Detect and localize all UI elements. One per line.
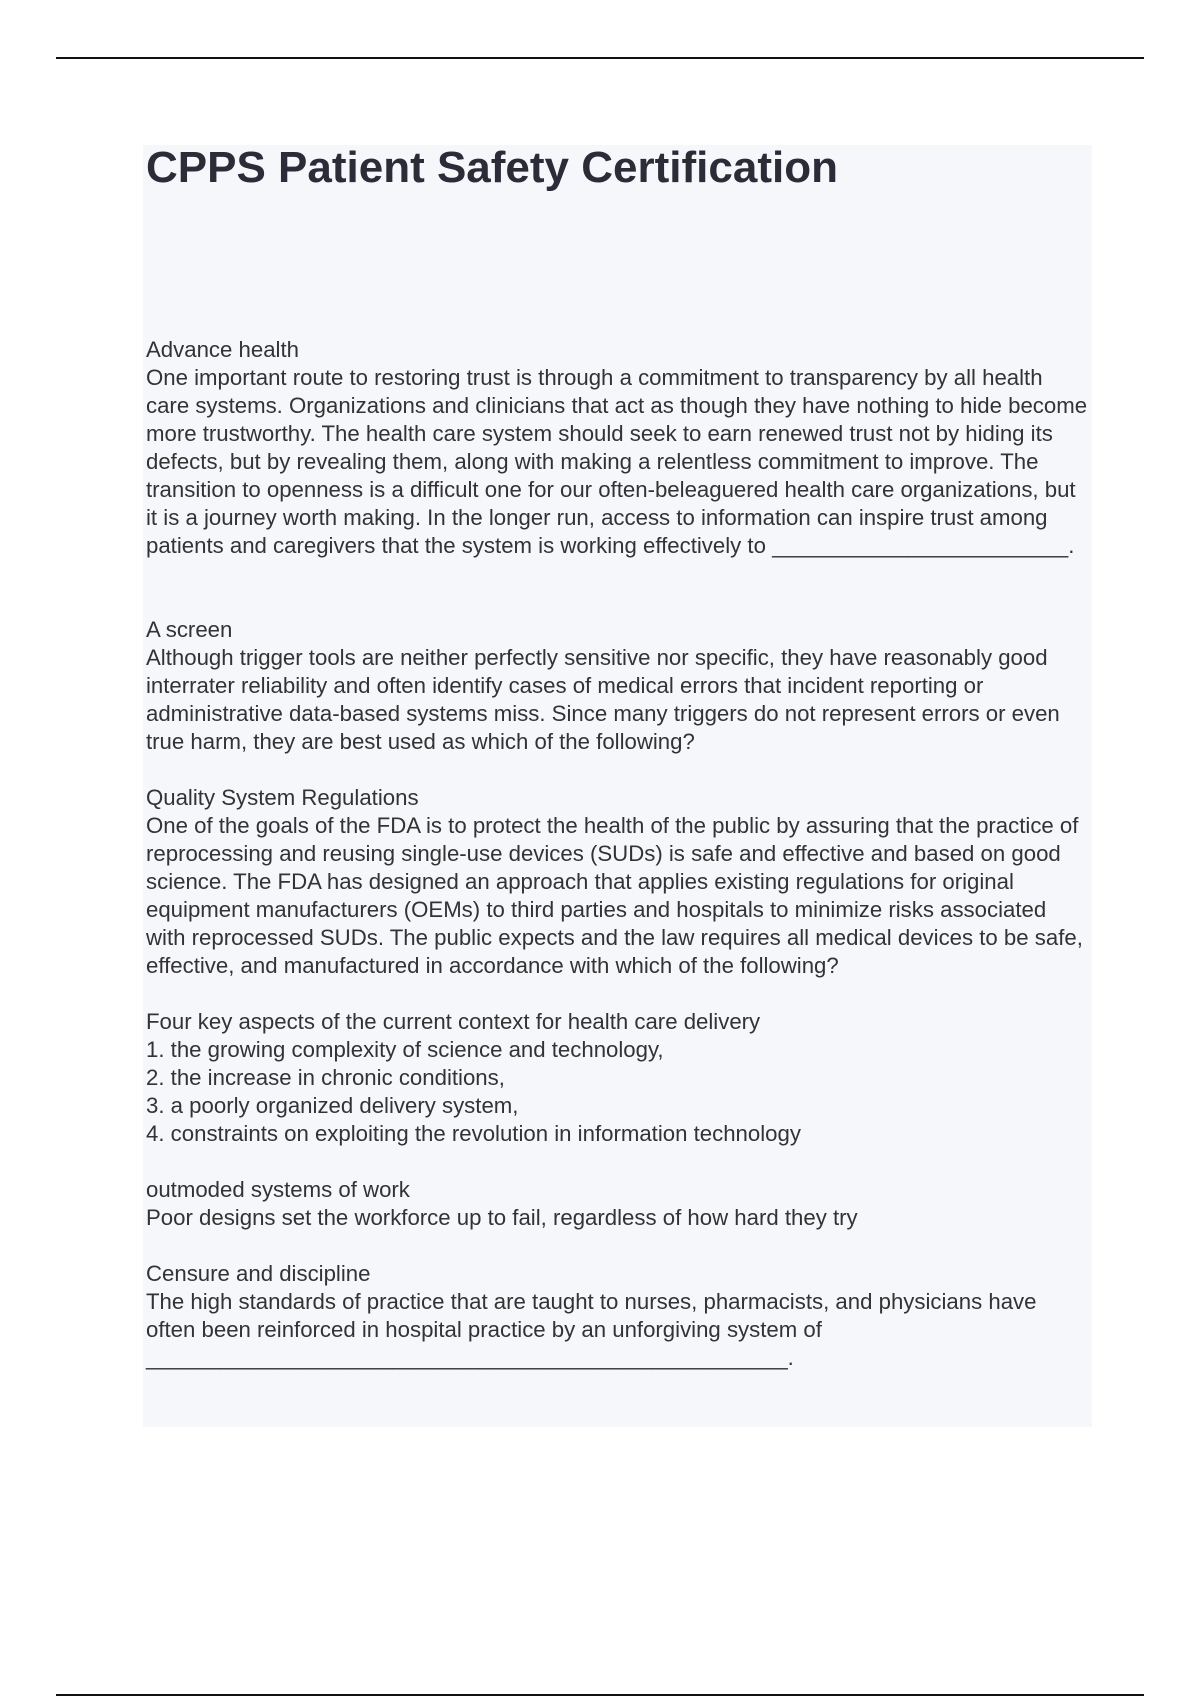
card-term: Four key aspects of the current context for health care delivery — [146, 1009, 761, 1034]
flashcard — [146, 1008, 1091, 1148]
flashcard-list — [146, 336, 1091, 1372]
card-term: Censure and discipline — [146, 1261, 371, 1286]
card-list-item: 2. the increase in chronic conditions, — [146, 1065, 505, 1090]
card-definition: Poor designs set the workforce up to fail, regardless of how hard they try — [146, 1205, 858, 1230]
card-term: outmoded systems of work — [146, 1177, 410, 1202]
card-definition: One of the goals of the FDA is to protect the health of the public by assuring that the practice of reprocessing and reusing single-use devices (SUDs) is safe and effective and based on good science. The FDA has designed an approach that applies existing regulations for original equipment manufacturers (OEMs) to third parties and hospitals to minimize risks associated with reprocessed SUDs. The public expects and the law requires all medical devices to be safe, effective, and manufactured in accordance with which of the following? — [146, 813, 1083, 978]
header-rule — [56, 57, 1144, 59]
footer-rule — [56, 1694, 1144, 1696]
flashcard — [146, 1176, 1091, 1232]
card-definition: The high standards of practice that are taught to nurses, pharmacists, and physicians have often been reinforced in hospital practice by an unforgiving system of — [146, 1289, 1037, 1342]
card-definition: Although trigger tools are neither perfectly sensitive nor specific, they have reasonably good interrater reliability and often identify cases of medical errors that incident reporting or administrative data-based systems miss. Since many triggers do not represent errors or even true harm, they are best used as which of the following? — [146, 645, 1060, 754]
flashcard — [146, 1260, 1091, 1372]
page-title: CPPS Patient Safety Certification — [146, 143, 838, 192]
flashcard — [146, 336, 1091, 560]
card-list-item: 1. the growing complexity of science and technology, — [146, 1037, 664, 1062]
card-list-item: 4. constraints on exploiting the revolution in information technology — [146, 1121, 801, 1146]
card-list-item: 3. a poorly organized delivery system, — [146, 1093, 519, 1118]
card-definition-blank: ____________________________________________________. — [146, 1345, 794, 1370]
card-term: Advance health — [146, 337, 299, 362]
card-term: Quality System Regulations — [146, 785, 419, 810]
card-definition: One important route to restoring trust is through a commitment to transparency by all health care systems. Organizations and clinicians that act as though they have nothing to hide become more trustworthy. The health care system should seek to earn renewed trust not by hiding its defects, but by revealing them, along with making a relentless commitment to improve. The transition to openness is a difficult one for our often-beleaguered health care organizations, but it is a journey worth making. In the longer run, access to information can inspire trust among patients and caregivers that the system is working effectively to ________________________. — [146, 365, 1088, 558]
card-term: A screen — [146, 617, 233, 642]
flashcard — [146, 784, 1091, 980]
flashcard — [146, 616, 1091, 756]
